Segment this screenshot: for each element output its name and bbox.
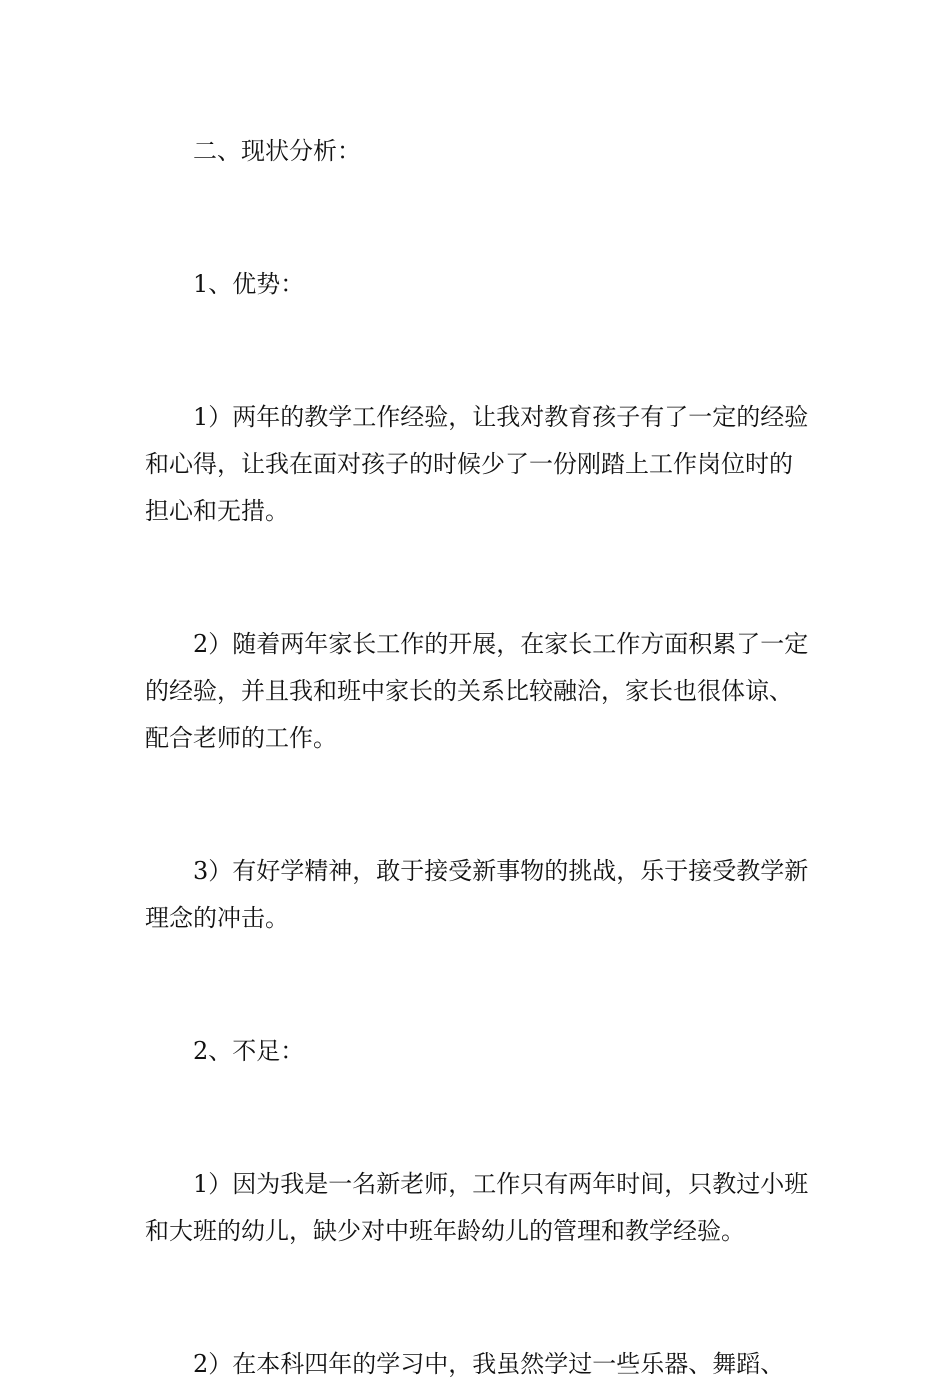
paragraph-gap [145,308,815,394]
strength-item-1: 1）两年的教学工作经验，让我对教育孩子有了一定的经验和心得，让我在面对孩子的时候少了一份刚踏上工作岗位时的担心和无措。 [145,403,809,525]
strength-item-3: 3）有好学精神，敢于接受新事物的挑战，乐于接受教学新理念的冲击。 [145,857,809,932]
strengths-heading: 1、优势： [193,270,305,298]
paragraph-gap [145,1255,815,1341]
weakness-item-1: 1）因为我是一名新老师，工作只有两年时间，只教过小班和大班的幼儿，缺少对中班年龄幼儿的管理和教学经验。 [145,1170,809,1245]
paragraph-gap [145,1075,815,1161]
document-body [145,128,815,1388]
weaknesses-heading: 2、不足： [193,1037,305,1065]
section-title: 二、现状分析： [193,137,361,165]
strength-item-2: 2）随着两年家长工作的开展，在家长工作方面积累了一定的经验，并且我和班中家长的关系比较融洽，家长也很体谅、配合老师的工作。 [145,630,809,752]
paragraph-gap [145,762,815,848]
paragraph-gap [145,175,815,261]
weakness-item-2: 2）在本科四年的学习中，我虽然学过一些乐器、舞蹈、 [193,1350,785,1378]
paragraph-gap [145,942,815,1028]
paragraph-gap [145,535,815,621]
